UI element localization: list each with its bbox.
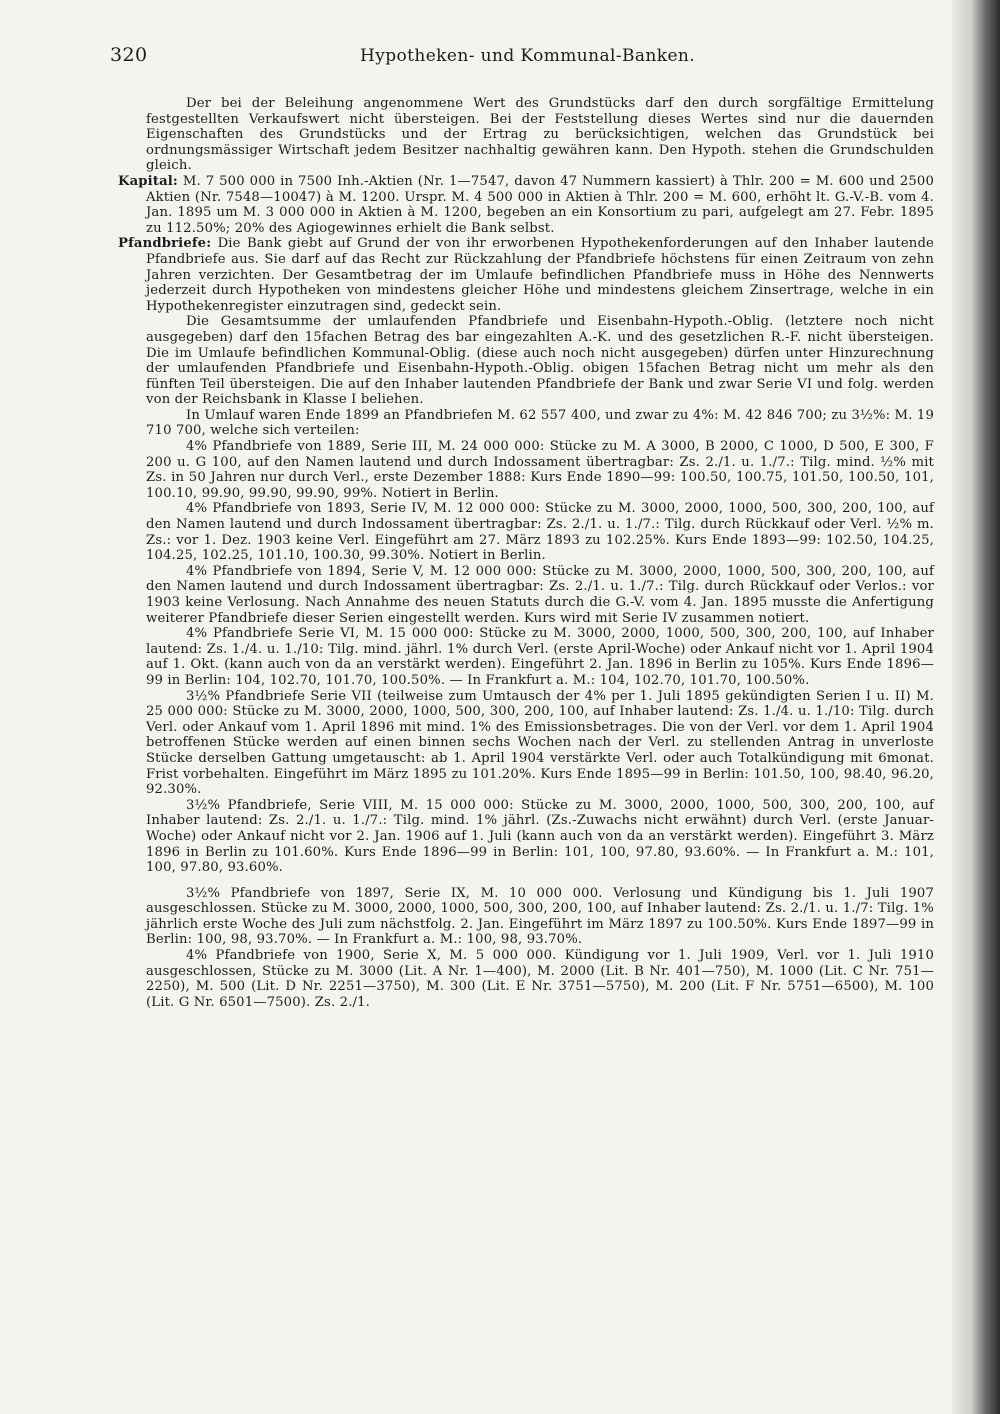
paragraph-gesamtsumme: Die Gesamtsumme der umlaufenden Pfandbriefe und Eisenbahn-Hypoth.-Oblig. (letztere noch nicht ausgegeben) darf den 15fachen Betrag des bar eingezahlten A.-K. und des gesetzlichen R.-F. nicht übersteigen. Die im Umlaufe befindlichen Kommunal-Oblig. (diese auch noch nicht ausgegeben) dürfen unter Hinzurechnung der umlaufenden Pfandbriefe und Eisenbahn-Hypoth.-Oblig. obigen 15fachen Betrag nicht um mehr als den fünften Teil übersteigen. Die auf den Inhaber lautenden Pfandbriefe der Bank und zwar Serie VI und folg. werden von der Reichsbank in Klasse I beliehen. xyxy=(146,314,934,408)
kapital-text: M. 7 500 000 in 7500 Inh.-Aktien (Nr. 1—7547, davon 47 Nummern kassiert) à Thlr. 200 = M. 600 und 2500 Aktien (Nr. 7548—10047) à M. 1200. Urspr. M. 4 500 000 in Aktien à Thlr. 200 = M. 600, erhöht lt. G.-V.-B. vom 4. Jan. 1895 um M. 3 000 000 in Aktien à M. 1200, begeben an ein Konsortium zu pari, aufgelegt am 27. Febr. 1895 zu 112.50%; 20% des Agiogewinnes erhielt die Bank selbst. xyxy=(146,173,934,236)
paragraph-serie-vii: 3½% Pfandbriefe Serie VII (teilweise zum Umtausch der 4% per 1. Juli 1895 gekündigten Serien I u. II) M. 25 000 000: Stücke zu M. 3000, 2000, 1000, 500, 300, 200, 100, auf Inhaber lautend: Zs. 1./4. u. 1./10: Tilg. durch Verl. oder Ankauf vom 1. April 1896 mit mind. 1% des Emissionsbetrages. Die von der Verl. vor dem 1. April 1904 betroffenen Stücke werden auf einen binnen sechs Wochen nach der Verl. zu stellenden Antrag in unverloste Stücke derselben Gattung umgetauscht: ab 1. April 1904 verstärkte Verl. oder auch Totalkündigung mit 6monat. Frist vorbehalten. Eingeführt im März 1895 zu 101.20%. Kurs Ende 1895—99 in Berlin: 101.50, 100, 98.40, 96.20, 92.30%. xyxy=(146,688,934,798)
body-text xyxy=(118,96,934,1010)
paragraph-serie-v: 4% Pfandbriefe von 1894, Serie V, M. 12 000 000: Stücke zu M. 3000, 2000, 1000, 500, 300, 200, 100, auf den Namen lautend und durch Indossament übertragbar: Zs. 2./1. u. 1./7.: Tilg. durch Rückkauf oder Verlos.: vor 1903 keine Verlosung. Nach Annahme des neuen Statuts durch die G.-V. vom 4. Jan. 1895 musste die Anfertigung weiterer Pfandbriefe dieser Serien eingestellt werden. Kurs wird mit Serie IV zusammen notiert. xyxy=(146,563,934,626)
paragraph-umlauf: In Umlauf waren Ende 1899 an Pfandbriefen M. 62 557 400, und zwar zu 4%: M. 42 846 700; zu 3½%: M. 19 710 700, welche sich verteilen: xyxy=(146,407,934,439)
kapital-heading: Kapital: xyxy=(118,173,178,189)
pfandbriefe-heading: Pfandbriefe: xyxy=(118,236,212,252)
paragraph-serie-ix: 3½% Pfandbriefe von 1897, Serie IX, M. 10 000 000. Verlosung und Kündigung bis 1. Juli 1907 ausgeschlossen. Stücke zu M. 3000, 2000, 1000, 500, 300, 200, 100, auf Inhaber lautend: Zs. 2./1. u. 1./7: Tilg. 1% jährlich erste Woche des Juli zum nächstfolg. 2. Jan. Eingeführt im März 1897 zu 100.50%. Kurs Ende 1897—99 in Berlin: 100, 98, 93.70%. — In Frankfurt a. M.: 100, 98, 93.70%. xyxy=(146,885,934,948)
paragraph-serie-x: 4% Pfandbriefe von 1900, Serie X, M. 5 000 000. Kündigung vor 1. Juli 1909, Verl. vor 1. Juli 1910 ausgeschlossen, Stücke zu M. 3000 (Lit. A Nr. 1—400), M. 2000 (Lit. B Nr. 401—750), M. 1000 (Lit. C Nr. 751—2250), M. 500 (Lit. D Nr. 2251—3750), M. 300 (Lit. E Nr. 3751—5750), M. 200 (Lit. F Nr. 5751—6500), M. 100 (Lit. G Nr. 6501—7500). Zs. 2./1. xyxy=(146,948,934,1010)
page-header xyxy=(110,44,940,74)
paragraph-serie-viii: 3½% Pfandbriefe, Serie VIII, M. 15 000 000: Stücke zu M. 3000, 2000, 1000, 500, 300, 200, 100, auf Inhaber lautend: Zs. 2./1. u. 1./7.: Tilg. mind. 1% jährl. (Zs.-Zuwachs nicht erwähnt) durch Verl. (erste Januar-Woche) oder Ankauf nicht vor 2. Jan. 1906 auf 1. Juli (kann auch von da an verstärkt werden). Eingeführt 3. März 1896 in Berlin zu 101.60%. Kurs Ende 1896—99 in Berlin: 101, 100, 97.80, 93.60%. — In Frankfurt a. M.: 101, 100, 97.80, 93.60%. xyxy=(146,797,934,876)
running-title: Hypotheken- und Kommunal-Banken. xyxy=(360,46,696,66)
paragraph-gap xyxy=(146,876,934,886)
page-number: 320 xyxy=(110,44,148,66)
paragraph-kapital xyxy=(118,174,934,236)
paragraph-serie-vi: 4% Pfandbriefe Serie VI, M. 15 000 000: Stücke zu M. 3000, 2000, 1000, 500, 300, 200, 100, auf Inhaber lautend: Zs. 1./4. u. 1./10: Tilg. mind. jährl. 1% durch Verl. (erste April-Woche) oder Ankauf nicht vor 1. April 1904 auf 1. Okt. (kann auch von da an verstärkt werden). Eingeführt 2. Jan. 1896 in Berlin zu 105%. Kurs Ende 1896—99 in Berlin: 104, 102.70, 101.70, 100.50%. — In Frankfurt a. M.: 104, 102.70, 101.70, 100.50%. xyxy=(146,626,934,688)
scan-page-edge xyxy=(952,0,1000,1414)
paragraph-beleihung: Der bei der Beleihung angenommene Wert des Grundstücks darf den durch sorgfältige Ermittelung festgestellten Verkaufswert nicht übersteigen. Bei der Feststellung dieses Wertes sind nur die dauernden Eigenschaften des Grundstücks und der Ertrag zu berücksichtigen, welchen das Grundstück bei ordnungsmässiger Wirtschaft jedem Besitzer nachhaltig gewähren kann. Den Hypoth. stehen die Grundschulden gleich. xyxy=(146,96,934,174)
paragraph-pfandbriefe xyxy=(118,236,934,314)
paragraph-serie-iv: 4% Pfandbriefe von 1893, Serie IV, M. 12 000 000: Stücke zu M. 3000, 2000, 1000, 500, 300, 200, 100, auf den Namen lautend und durch Indossament übertragbar: Zs. 2./1. u. 1./7.: Tilg. durch Rückkauf oder Verl. ½% m. Zs.: vor 1. Dez. 1903 keine Verl. Eingeführt am 27. März 1893 zu 102.25%. Kurs Ende 1893—99: 102.50, 104.25, 104.25, 102.25, 101.10, 100.30, 99.30%. Notiert in Berlin. xyxy=(146,501,934,564)
paragraph-serie-iii: 4% Pfandbriefe von 1889, Serie III, M. 24 000 000: Stücke zu M. A 3000, B 2000, C 1000, D 500, E 300, F 200 u. G 100, auf den Namen lautend und durch Indossament übertragbar: Zs. 2./1. u. 1./7.: Tilg. mind. ½% mit Zs. in 50 Jahren nur durch Verl., erste Dezember 1888: Kurs Ende 1890—99: 100.50, 100.75, 101.50, 100.50, 101, 100.10, 99.90, 99.90, 99.90, 99%. Notiert in Berlin. xyxy=(146,439,934,501)
pfandbriefe-text: Die Bank giebt auf Grund der von ihr erworbenen Hypothekenforderungen auf den Inhaber lautende Pfandbriefe aus. Sie darf auf das Recht zur Rückzahlung der Pfandbriefe höchstens für einen Zeitraum von zehn Jahren verzichten. Der Gesamtbetrag der im Umlaufe befindlichen Pfandbriefe muss in Höhe des Nennwerts jederzeit durch Hypotheken von mindestens gleicher Höhe und mindestens gleichem Zinsertrage, welche in ein Hypothekenregister einzutragen sind, gedeckt sein. xyxy=(146,236,934,314)
